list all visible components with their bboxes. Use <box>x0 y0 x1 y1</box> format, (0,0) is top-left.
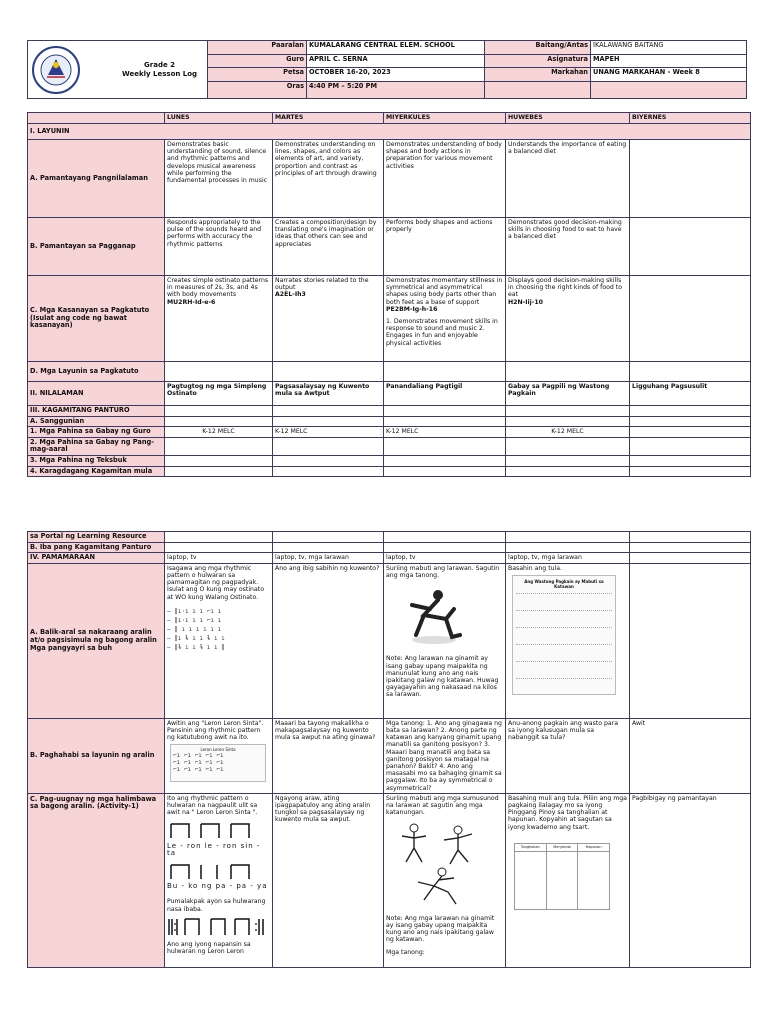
syllables-2: Bu - ko ng pa - pa - ya <box>167 882 268 891</box>
cell <box>273 532 384 543</box>
cell: Maaari ba tayong makalikha o makapagsalaysay ng kuwento mula sa awput na ating ginawa? <box>273 718 384 793</box>
row-label-gabay-guro: 1. Mga Pahina sa Gabay ng Guro <box>28 427 165 438</box>
header-table <box>27 40 747 99</box>
label-baitang: Baitang/Antas <box>485 41 591 55</box>
value-baitang: IKALAWANG BAITANG <box>591 41 747 55</box>
skill-code: MU2RH-Id-e-6 <box>167 298 216 306</box>
label-blank <box>485 82 591 99</box>
cell <box>165 793 273 967</box>
cell: Responds appropriately to the pulse of the sounds heard and performs with accuracy the rhythmic patterns <box>165 218 273 276</box>
skill-code: A2EL-Ih3 <box>275 291 306 299</box>
row-label-karagdagang: 4. Karagdagang Kagamitan mula <box>28 466 165 477</box>
cell <box>630 563 751 718</box>
row-label-sanggunian: A. Sanggunian <box>28 416 165 427</box>
cell <box>506 362 630 382</box>
cell <box>384 406 506 417</box>
value-oras: 4:40 PM – 5:20 PM <box>307 82 485 99</box>
row-label-pag-uugnay: C. Pag-uugnay ng mga halimbawa sa bagong aralin. (Activity-1) <box>28 793 165 967</box>
cell <box>630 406 751 417</box>
cell <box>506 532 630 543</box>
cell: K-12 MELC <box>273 427 384 438</box>
cell <box>384 416 506 427</box>
corner-cell <box>28 113 165 124</box>
cell <box>384 362 506 382</box>
day-huwebes: HUWEBES <box>506 113 630 124</box>
cell: laptop, tv, mga larawan <box>273 553 384 564</box>
cell: Ano ang ibig sabihin ng kuwento? <box>273 563 384 718</box>
row-label-pamamaraan: IV. PAMAMARAAN <box>28 553 165 564</box>
cell <box>630 427 751 438</box>
row-label-gabay-mag-aaral: 2. Mga Pahina sa Gabay ng Pang-mag-aaral <box>28 437 165 455</box>
cell <box>273 542 384 553</box>
pamamaraan-table <box>27 531 751 968</box>
cell <box>630 416 751 427</box>
row-label-balik-aral: A. Balik-aral sa nakaraang aralin at/o pagsisimula ng bagong aralin Mga pangyayri sa buh <box>28 563 165 718</box>
cell-text: Note: Ang larawan na ginamit ay isang gabay upang maipakita ng manunulat kung ano ang nais ipakitang galaw ng katawan. Huwag gayagayahin ang nakasaad na kilos sa larawan. <box>386 655 499 699</box>
cell: Ngayong araw, ating ipagpapatuloy ang ating aralin tungkol sa pagsasalaysay ng kuwento mula sa awput. <box>273 793 384 967</box>
day-lunes: LUNES <box>165 113 273 124</box>
cell <box>506 455 630 466</box>
cell: Gabay sa Pagpili ng Wastong Pagkain <box>506 382 630 406</box>
cell <box>506 276 630 362</box>
cell: Anu-anong pagkain ang wasto para sa iyong kalusugan mula sa nabanggit sa tula? <box>506 718 630 793</box>
label-markahan: Markahan <box>485 68 591 82</box>
cell <box>384 455 506 466</box>
cell <box>384 542 506 553</box>
cell <box>384 793 506 967</box>
cell <box>506 466 630 477</box>
layunin-table <box>27 112 751 477</box>
poem-title: Ang Wastong Pagkain ay Mabuti sa Katawan <box>524 578 604 589</box>
value-blank <box>591 82 747 99</box>
row-label-pamantayang: A. Pamantayang Pangnilalaman <box>28 140 165 218</box>
cell: Understands the importance of eating a balanced diet <box>506 140 630 218</box>
label-guro: Guro <box>208 55 307 68</box>
cell-text: Displays good decision-making skills in choosing the right kinds of food to eat <box>508 277 623 299</box>
row-label-teksbuk: 3. Mga Pahina ng Teksbuk <box>28 455 165 466</box>
cell <box>273 406 384 417</box>
cell <box>506 416 630 427</box>
chart-header: Hapunan <box>578 843 610 851</box>
grade-label: Grade 2 <box>144 60 176 69</box>
cell: Demonstrates basic understanding of sound, silence and rhythmic patterns and develops musical awareness while performing the fundamental processes in music <box>165 140 273 218</box>
cell <box>384 276 506 362</box>
cell-text: Mga tanong: <box>386 949 425 957</box>
cell <box>384 466 506 477</box>
body-shapes-picture <box>394 820 484 908</box>
cell <box>273 416 384 427</box>
cell <box>630 218 751 276</box>
value-paaralan: KUMALARANG CENTRAL ELEM. SCHOOL <box>307 41 485 55</box>
cell <box>273 466 384 477</box>
child-balancing-picture <box>394 585 474 647</box>
row-label-iba-pang: B. Iba pang Kagamitang Panturo <box>28 542 165 553</box>
cell: Ligguhang Pagsusulit <box>630 382 751 406</box>
cell <box>506 406 630 417</box>
cell <box>165 466 273 477</box>
cell <box>630 455 751 466</box>
cell <box>165 406 273 417</box>
cell-text: Awitin ang "Leron Leron Sinta". Pansinin ang rhythmic pattern ng katutubong awit na ito. <box>167 719 264 742</box>
cell: Demonstrates understanding of body shapes and body actions in preparation for various movement activities <box>384 140 506 218</box>
chart-cell <box>546 851 578 909</box>
day-martes: MARTES <box>273 113 384 124</box>
cell-text: Ano ang iyong napansin sa hulwaran ng Leron Leron <box>167 941 251 956</box>
day-miyerkules: MIYERKULES <box>384 113 506 124</box>
cell-text: Basahin ang tula. <box>508 564 563 572</box>
cell: Pagtugtog ng mga Simpleng Ostinato <box>165 382 273 406</box>
school-logo-cell <box>28 41 208 99</box>
cell <box>506 793 630 967</box>
cell-text: Demonstrates momentary stillness in symmetrical and asymmetrical shapes using body parts other than both feet as a base of support <box>386 277 503 306</box>
section-layunin: I. LAYUNIN <box>28 124 751 140</box>
cell-text: Note: Ang mga larawan na ginamit ay isang gabay upang maipakita kung ano ang nais ipakitang galaw ng katawan. <box>386 914 495 944</box>
cell <box>630 276 751 362</box>
cell-text: Suriing mabuti ang larawan. Sagutin ang mga tanong. <box>386 564 500 579</box>
cell: laptop, tv <box>384 553 506 564</box>
label-oras: Oras <box>208 82 307 99</box>
rhythm-line: — ‖ɫ ı ı ɫ ı ı ‖ <box>167 643 225 651</box>
chart-header: Tanghalian <box>515 843 547 851</box>
value-asignatura: MAPEH <box>591 55 747 68</box>
cell <box>384 563 506 718</box>
label-paaralan: Paaralan <box>208 41 307 55</box>
cell: laptop, tv <box>165 553 273 564</box>
cell <box>630 532 751 543</box>
cell: K-12 MELC <box>165 427 273 438</box>
cell <box>273 362 384 382</box>
syllables-1: Le - ron le - ron sin - ta <box>167 841 261 857</box>
cell: laptop, tv, mga larawan <box>506 553 630 564</box>
chart-header: Meryenda <box>546 843 578 851</box>
cell <box>165 455 273 466</box>
row-label-nilalaman: II. NILALAMAN <box>28 382 165 406</box>
cell: Awit <box>630 718 751 793</box>
cell-text: Basahing muli ang tula. Piliin ang mga pagkaing ilalagay mo sa iyong Pinggang Pinoy sa tanghalian at hapunan. Kopyahin at sagutan sa iyong kwaderno ang tsart. <box>508 794 627 831</box>
cell <box>165 542 273 553</box>
cell: K-12 MELC <box>506 427 630 438</box>
skill-code: PE2BM-Ig-h-16 <box>386 305 438 313</box>
cell-text: Isagawa ang mga rhythmic pattern o hulwaran sa pamamagitan ng pagpadyak. Isulat ang O kung may ostinato at WO kung Walang Ostinato. <box>167 564 264 601</box>
poem-image <box>512 575 616 695</box>
rhythm-line: — ‖ı·ı ı ı ⌐ı ı <box>167 607 222 615</box>
song-sheet-image: Leron Leron Sinta ⌐ı ⌐ı ⌐ı ⌐ı ⌐ı ⌐ı ⌐ı ⌐ı ⌐ı ⌐ı ⌐ı ⌐ı ⌐ı ⌐ı ⌐ı <box>170 744 266 782</box>
skill-code: H2N-Iij-10 <box>508 298 543 306</box>
cell <box>630 362 751 382</box>
row-label-pagganap: B. Pamantayan sa Pagganap <box>28 218 165 276</box>
cell: K-12 MELC <box>384 427 506 438</box>
row-label-layunin-pagkatuto: D. Mga Layunin sa Pagkatuto <box>28 362 165 382</box>
value-markahan: UNANG MARKAHAN - Week 8 <box>591 68 747 82</box>
label-petsa: Petsa <box>208 68 307 82</box>
cell: Mga tanong: 1. Ano ang ginagawa ng bata sa larawan? 2. Anong parte ng katawan ang kanyang ginamit upang manatili sa ganitong posisyon? 3. Maaari bang manatili ang bata sa ganitong posisyon sa matagal na panahon? Bakit? 4. Ano ang masasabi mo sa bahaging ginamit sa paggalaw. Ito ba ay symmetrical o asymmetrical? <box>384 718 506 793</box>
cell <box>630 553 751 564</box>
label-asignatura: Asignatura <box>485 55 591 68</box>
rhythm-line: — ‖ı·ı ı ı ⌐ı ı <box>167 616 222 624</box>
cell: Performs body shapes and actions properly <box>384 218 506 276</box>
rhythm-notation-1 <box>167 822 265 840</box>
cell: Demonstrates understanding on lines, shapes, and colors as elements of art, and variety, proportion and contrast as principles of art through drawing <box>273 140 384 218</box>
cell <box>165 416 273 427</box>
cell-text: Pumalakpak ayon sa hulwarang nasa ibaba. <box>167 898 266 913</box>
cell <box>384 532 506 543</box>
cell <box>506 437 630 455</box>
cell <box>273 437 384 455</box>
cell <box>630 542 751 553</box>
cell-text: Ito ang rhythmic pattern o hulwaran na nagpaulit ulit sa awit na " Leron Leron Sinta ". <box>167 794 258 817</box>
value-guro: APRIL C. SERNA <box>307 55 485 68</box>
cell-text: Creates simple ostinato patterns in measures of 2s, 3s, and 4s with body movements <box>167 277 269 299</box>
song-title: Leron Leron Sinta <box>200 747 236 753</box>
rhythm-notation-2 <box>167 863 265 881</box>
rhythm-line: — ‖ı ɫ ı ı ɫ ı ı <box>167 634 225 642</box>
cell: Pagbibigay ng pamantayan <box>630 793 751 967</box>
row-label-paghahabi: B. Paghahabi sa layunin ng aralin <box>28 718 165 793</box>
cell <box>506 542 630 553</box>
cell <box>165 563 273 718</box>
chart-cell <box>515 851 547 909</box>
cell <box>165 362 273 382</box>
day-biyernes: BIYERNES <box>630 113 751 124</box>
cell <box>165 718 273 793</box>
cell <box>165 276 273 362</box>
cell <box>506 563 630 718</box>
cell <box>630 466 751 477</box>
cell: Pagsasalaysay ng Kuwento mula sa Awtput <box>273 382 384 406</box>
row-label-kagamitan: III. KAGAMITANG PANTURO <box>28 406 165 417</box>
clap-pattern-notation <box>167 917 267 937</box>
chart-cell <box>578 851 610 909</box>
row-label-portal: sa Portal ng Learning Resource <box>28 532 165 543</box>
rhythm-exercise <box>167 607 270 652</box>
cell <box>165 532 273 543</box>
cell <box>630 140 751 218</box>
cell <box>630 437 751 455</box>
deped-seal-icon <box>30 45 82 95</box>
value-petsa: OCTOBER 16-20, 2023 <box>307 68 485 82</box>
cell <box>273 276 384 362</box>
rhythm-line: — ‖ ı ı ı ı ı ı <box>167 625 222 633</box>
cell <box>384 437 506 455</box>
cell: Demonstrates good decision-making skills in choosing food to eat to have a balanced diet <box>506 218 630 276</box>
cell-text: Suriing mabuti ang mga sumusunod na larawan at sagutin ang mga katanungan. <box>386 794 499 817</box>
food-chart-table <box>514 843 610 910</box>
cell <box>165 437 273 455</box>
cell-text: 1. Demonstrates movement skills in response to sound and music 2. Engages in fun and enjoyable physical activities <box>386 318 498 347</box>
row-label-kasanayan: C. Mga Kasanayan sa Pagkatuto (Isulat ang code ng bawat kasanayan) <box>28 276 165 362</box>
cell-text: Narrates stories related to the output <box>275 277 369 292</box>
cell: Panandaliang Pagtigil <box>384 382 506 406</box>
cell: Creates a composition/design by translating one's imagination or ideas that others can see and appreciates <box>273 218 384 276</box>
cell <box>273 455 384 466</box>
log-title: Weekly Lesson Log <box>122 69 198 78</box>
